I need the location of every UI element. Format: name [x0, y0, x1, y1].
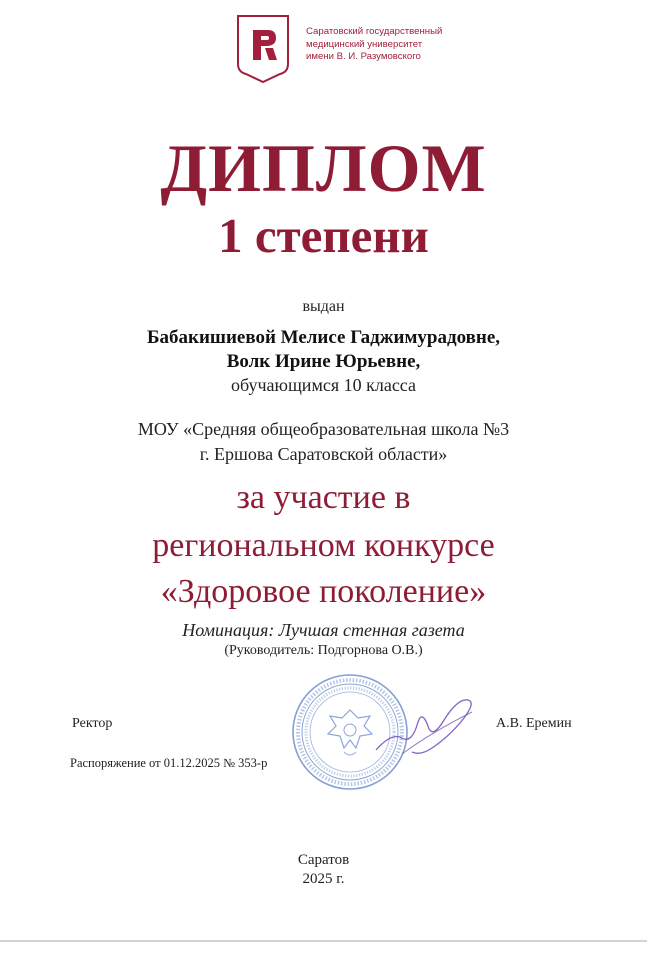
school-line: г. Ершова Саратовской области»	[199, 444, 448, 464]
rector-label: Ректор	[72, 716, 113, 731]
students-line: обучающимся 10 класса	[230, 375, 417, 395]
signature-icon	[372, 692, 482, 767]
reason-line: «Здоровое поколение»	[160, 573, 487, 610]
reason-line: за участие в	[236, 479, 411, 516]
recipient-name: Волк Ирине Юрьевне,	[226, 351, 421, 372]
reason-line: региональном конкурсе	[152, 527, 495, 564]
nomination: Номинация: Лучшая стенная газета	[182, 620, 465, 640]
university-name	[306, 26, 526, 64]
university-name-line: Саратовский государственный	[306, 26, 443, 37]
diploma-degree: 1 степени	[218, 208, 429, 263]
city: Саратов	[297, 852, 350, 868]
leader: (Руководитель: Подгорнова О.В.)	[224, 643, 423, 658]
university-name-line: медицинский университет	[306, 38, 423, 50]
university-name-line: имени В. И. Разумовского	[306, 51, 421, 62]
decree-line: Распоряжение от 01.12.2025 № 353-р	[70, 756, 268, 770]
year: 2025 г.	[302, 871, 345, 887]
school-line: МОУ «Средняя общеобразовательная школа №3	[137, 419, 510, 439]
rector-name: А.В. Еремин	[496, 716, 572, 731]
university-logo-icon	[234, 12, 292, 84]
diploma-title: ДИПЛОМ	[160, 130, 487, 206]
issued-label: выдан	[302, 298, 345, 315]
recipient-name: Бабакишиевой Мелисе Гаджимурадовне,	[146, 327, 501, 348]
bottom-divider	[0, 940, 647, 942]
